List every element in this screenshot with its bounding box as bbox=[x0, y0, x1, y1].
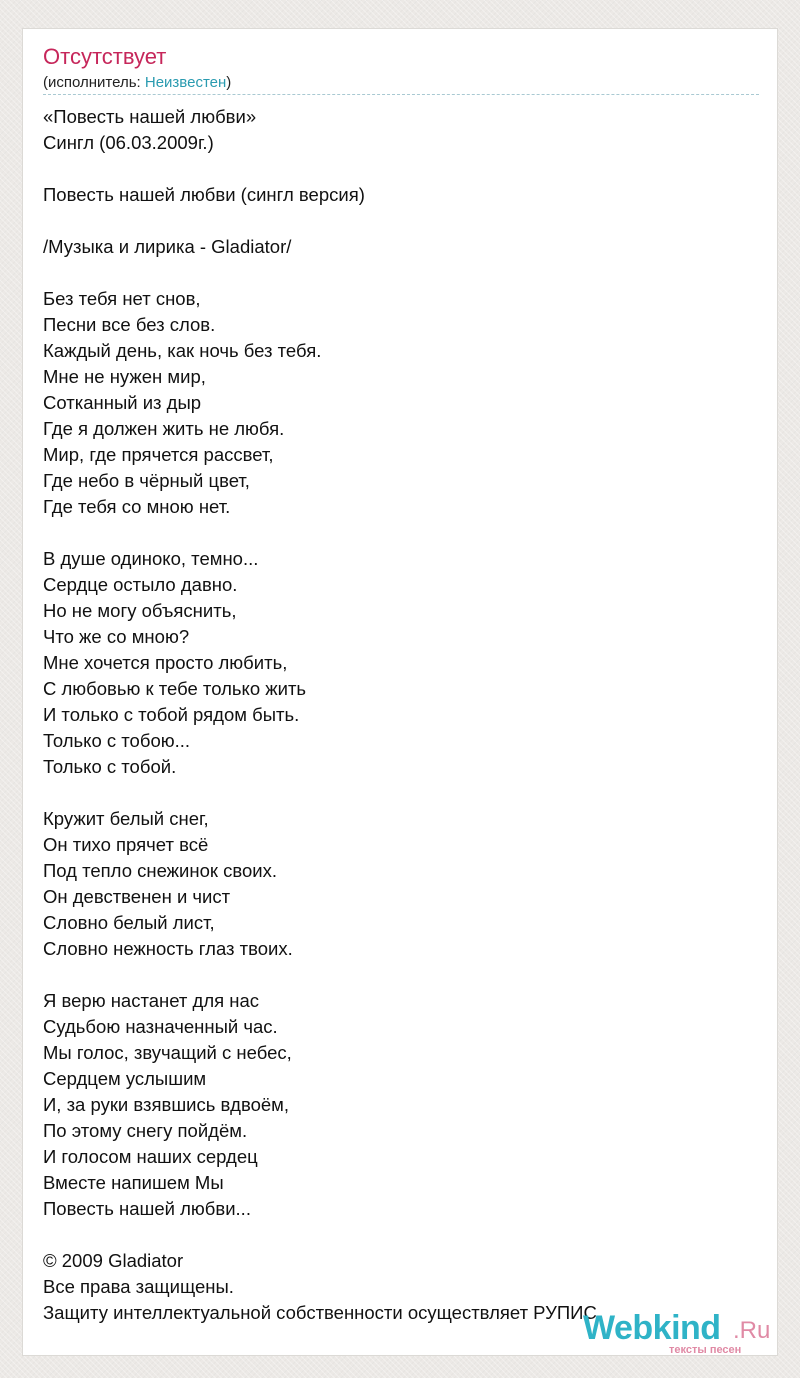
artist-prefix: (исполнитель: bbox=[43, 74, 145, 91]
artist-suffix: ) bbox=[226, 74, 232, 91]
song-title: Отсутствует bbox=[43, 44, 167, 69]
watermark-tld: .Ru bbox=[733, 1317, 771, 1344]
artist-link[interactable]: Неизвестен bbox=[144, 74, 227, 91]
watermark-logo bbox=[583, 1309, 783, 1369]
lyrics-text: «Повесть нашей любви» Сингл (06.03.2009г.) Повесть нашей любви (сингл версия) /Музыка и лирика - Gladiator/ Без тебя нет снов, Песни все без слов. Каждый день, как ночь без тебя. Мне не нужен мир, Сотканный из дыр Где я должен жить не любя. Мир, где прячется рассвет, Где небо в чёрный цвет, Где тебя со мною нет. В душе одиноко, темно... Сердце остыло давно. Но не могу объяснить, Что же со мною? Мне хочется просто любить, С любовью к тебе только жить И только с тобой рядом быть. Только с тобою... Только с тобой. Кружит белый снег, Он тихо прячет всё Под тепло снежинок своих. Он девственен и чист Словно белый лист, Словно нежность глаз твоих. Я верю настанет для нас Судьбою назначенный час. Мы голос, звучащий с небес, Сердцем услышим И, за руки взявшись вдвоём, По этому снегу пойдём. И голосом наших сердец Вместе напишем Мы Повесть нашей любви... © 2009 Gladiator Все права защищены. Защиту интеллектуальной собственности осуществляет РУПИС. bbox=[43, 106, 602, 1323]
watermark-tagline: тексты песен bbox=[669, 1344, 742, 1356]
artist-line bbox=[43, 73, 231, 93]
divider bbox=[43, 94, 759, 95]
lyrics-card bbox=[22, 28, 778, 1356]
watermark-brand: Webkind bbox=[583, 1309, 721, 1347]
